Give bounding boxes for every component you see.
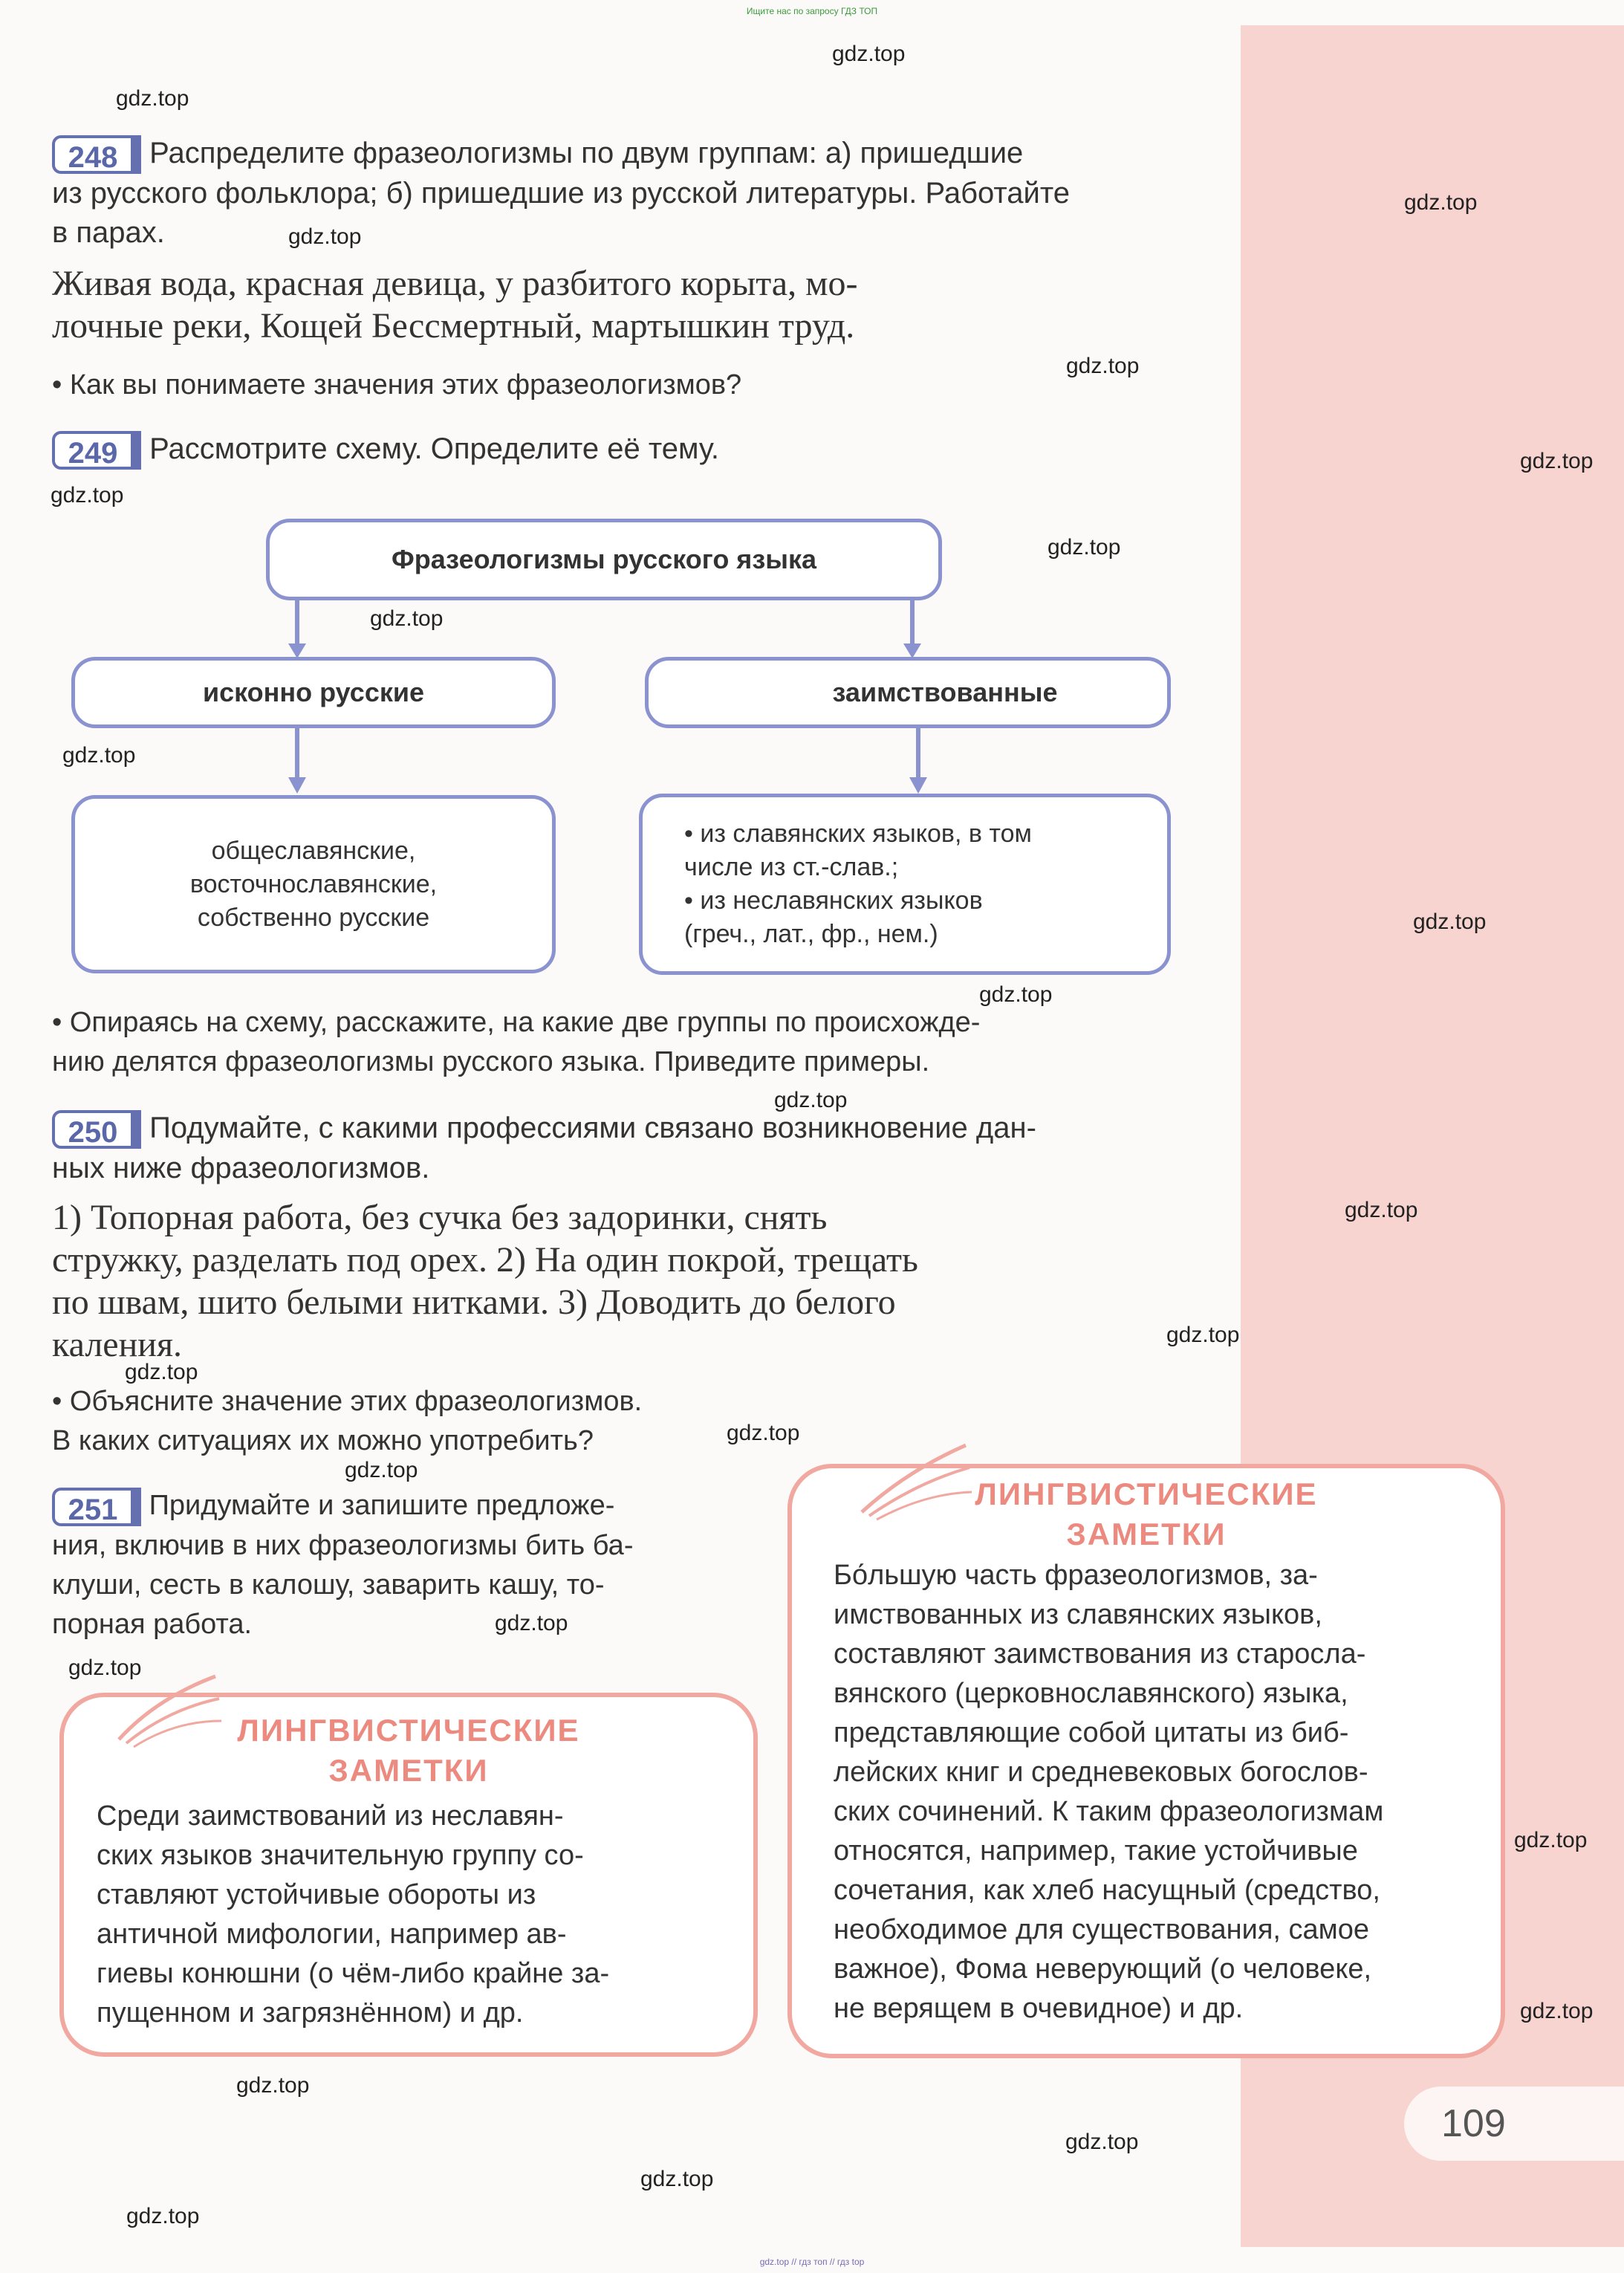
note-line: Среди заимствований из неславян- — [97, 1800, 564, 1832]
example-line: по швам, шито белыми нитками. 3) Доводить до белого — [52, 1283, 896, 1322]
note-line: сочетания, как хлеб насущный (средство, — [834, 1875, 1380, 1906]
watermark: gdz.top — [51, 483, 124, 508]
exercise-251 — [52, 1486, 633, 1644]
task-line: Распределите фразеологизмы по двум группам: а) пришедшие — [149, 137, 1024, 169]
exercise-number: 251 — [52, 1488, 141, 1526]
example-line: лочные реки, Кощей Бессмертный, мартышкин труд. — [52, 306, 855, 346]
note-line: относятся, например, такие устойчивые — [834, 1835, 1358, 1867]
watermark: gdz.top — [126, 2204, 200, 2228]
linguistic-note-right — [787, 1464, 1505, 2058]
exercise-number: 249 — [52, 431, 141, 470]
watermark: gdz.top — [1066, 354, 1140, 378]
watermark: gdz.top — [62, 743, 136, 768]
scheme-native: исконно русские — [71, 657, 556, 728]
watermark: gdz.top — [288, 224, 362, 249]
exercise-250 — [52, 1109, 1036, 1188]
footer-link[interactable]: gdz.top // гдз топ // гдз top — [759, 2257, 865, 2267]
watermark: gdz.top — [236, 2073, 310, 2098]
watermark: gdz.top — [727, 1421, 800, 1445]
watermark: gdz.top — [1520, 449, 1594, 473]
note-line: ских сочинений. К таким фразеологизмам — [834, 1796, 1384, 1827]
watermark: gdz.top — [125, 1360, 198, 1384]
watermark: gdz.top — [495, 1611, 568, 1635]
note-line: необходимое для существования, самое — [834, 1914, 1370, 1945]
exercise-250-examples — [52, 1196, 1189, 1366]
watermark: gdz.top — [640, 2167, 714, 2191]
watermark: gdz.top — [1345, 1198, 1418, 1222]
note-line: представляющие собой цитаты из биб- — [834, 1717, 1349, 1748]
task-line: ния, включив в них фразеологизмы бить ба- — [52, 1529, 634, 1561]
watermark: gdz.top — [370, 606, 444, 631]
exercise-number: 248 — [52, 135, 141, 174]
note-line: вянского (церковнославянского) языка, — [834, 1678, 1348, 1709]
watermark: gdz.top — [1048, 535, 1121, 560]
task-line: клуши, сесть в калошу, заварить кашу, то- — [52, 1569, 605, 1601]
note-line: имствованных из славянских языков, — [834, 1599, 1322, 1630]
exercise-248-question: • Как вы понимаете значения этих фразеологизмов? — [52, 369, 742, 401]
watermark: gdz.top — [979, 982, 1053, 1007]
task-line: Придумайте и запишите предложе- — [149, 1490, 615, 1521]
task-line: ных ниже фразеологизмов. — [52, 1152, 430, 1185]
exercise-number: 250 — [52, 1110, 141, 1149]
book-icon — [854, 1434, 973, 1523]
bullet-icon: • — [52, 369, 70, 401]
exercise-250-question: • Объясните значение этих фразеологизмов. В каких ситуациях их можно употребить? — [52, 1386, 643, 1456]
task-line: в парах. — [52, 216, 165, 250]
note-line: античной мифологии, например ав- — [97, 1919, 567, 1950]
note-line: лейских книг и средневековых богослов- — [834, 1757, 1368, 1788]
note-title: ЛИНГВИСТИЧЕСКИЕ ЗАМЕТКИ — [237, 1713, 580, 1788]
task-line: Подумайте, с какими профессиями связано возникновение дан- — [149, 1112, 1036, 1144]
scheme-borrowed-detail: • из славянских языков, в том числе из ст.-слав.; • из неславянских языков (греч., лат., фр., нем.) — [639, 794, 1171, 975]
watermark: gdz.top — [1166, 1323, 1240, 1347]
task-line: порная работа. — [52, 1608, 253, 1640]
note-line: ставляют устойчивые обороты из — [97, 1879, 536, 1910]
example-line: 1) Топорная работа, без сучка без задоринки, снять — [52, 1198, 828, 1237]
note-line: важное), Фома неверующий (о человеке, — [834, 1953, 1372, 1985]
watermark: gdz.top — [116, 86, 189, 111]
task-line: из русского фольклора; б) пришедшие из русской литературы. Работайте — [52, 177, 1070, 210]
scheme-root: Фразеологизмы русского языка — [266, 519, 942, 600]
watermark: gdz.top — [1065, 2130, 1139, 2154]
bullet-icon: • — [52, 1386, 70, 1417]
scheme-borrowed: заимствованные — [645, 657, 1171, 728]
note-line: Бо́льшую часть фразеологизмов, за- — [834, 1560, 1318, 1591]
watermark: gdz.top — [1404, 190, 1478, 215]
example-line: Живая вода, красная девица, у разбитого корыта, мо- — [52, 264, 858, 303]
header-link[interactable]: Ищите нас по запросу ГДЗ ТОП — [746, 6, 878, 16]
note-line: ских языков значительную группу со- — [97, 1840, 584, 1871]
note-line: пущенном и загрязнённом) и др. — [97, 1997, 524, 2029]
note-line: составляют заимствования из старосла- — [834, 1638, 1366, 1670]
exercise-249-question: • Опираясь на схему, расскажите, на какие две группы по происхожде- нию делятся фразеологизмы русского языка. Приведите примеры. — [52, 1007, 981, 1077]
watermark: gdz.top — [774, 1088, 848, 1112]
example-line: стружку, разделать под орех. 2) На один покрой, трещать — [52, 1240, 918, 1280]
note-line: не верящем в очевидное) и др. — [834, 1993, 1244, 2024]
watermark: gdz.top — [1520, 1999, 1594, 2023]
watermark: gdz.top — [68, 1656, 142, 1680]
book-icon — [111, 1669, 223, 1751]
note-line: гиевы конюшни (о чём-либо крайне за- — [97, 1958, 610, 1989]
page-number: 109 — [1404, 2086, 1624, 2161]
watermark: gdz.top — [832, 42, 906, 66]
bullet-icon: • — [52, 1007, 70, 1038]
watermark: gdz.top — [345, 1458, 418, 1482]
example-line: каления. — [52, 1325, 183, 1364]
watermark: gdz.top — [1413, 909, 1487, 934]
watermark: gdz.top — [1514, 1828, 1588, 1852]
scheme-native-detail: общеславянские, восточнославянские, собственно русские — [71, 795, 556, 973]
task-line: Рассмотрите схему. Определите её тему. — [149, 432, 720, 465]
note-title: ЛИНГВИСТИЧЕСКИЕ ЗАМЕТКИ — [975, 1476, 1318, 1551]
